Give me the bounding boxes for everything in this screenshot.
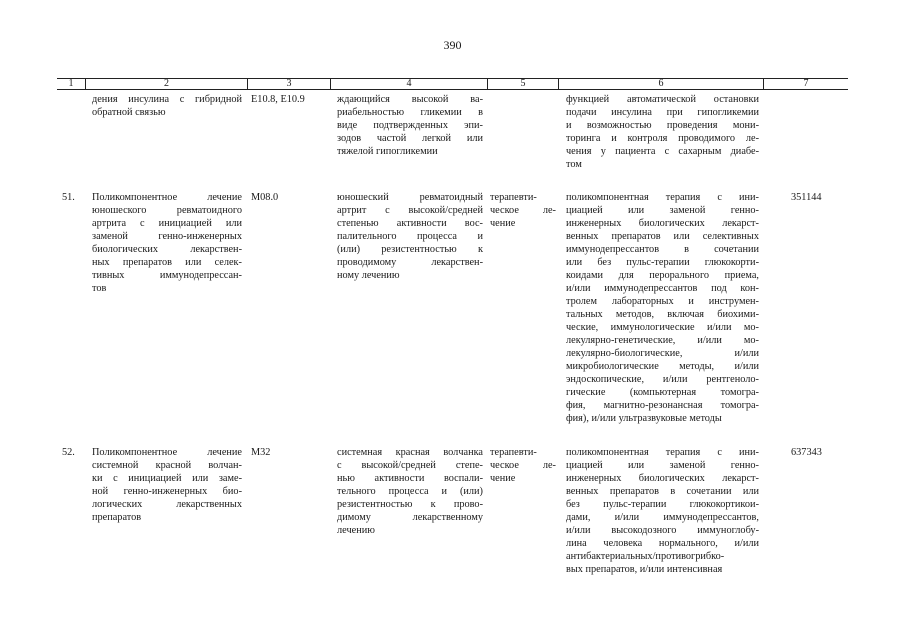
treatment-method-line: лина человека нормального, и/или xyxy=(566,538,759,549)
patient-model-line: палительного процесса и xyxy=(337,231,483,242)
treatment-method-line: венных препаратов или селективных xyxy=(566,231,759,242)
treatment-method-line: тролем лабораторных и инструмен- xyxy=(566,296,759,307)
row-number-line: 51. xyxy=(62,192,75,203)
header-col-5: 5 xyxy=(487,79,558,89)
care-type-name-line: юношеского ревматоидного xyxy=(92,205,242,216)
care-type-name-line: тов xyxy=(92,283,107,294)
treatment-method-line: лекулярно-биологические, и/или xyxy=(566,348,759,359)
treatment-type-line: терапевти- xyxy=(490,447,537,458)
patient-model-line: с высокой/средней степе- xyxy=(337,460,483,471)
patient-model-line: димому лекарственному xyxy=(337,512,483,523)
care-type-name-line: Поликомпонентное лечение xyxy=(92,192,242,203)
patient-model-line: зодов частой легкой или xyxy=(337,133,483,144)
treatment-method-line: или без пульс-терапии глюкокорти- xyxy=(566,257,759,268)
treatment-method-line: и/или высокодозного иммуноглобу- xyxy=(566,525,759,536)
patient-model-line: ждающийся высокой ва- xyxy=(337,94,483,105)
treatment-method xyxy=(566,446,759,576)
patient-model-line: юношеский ревматоидный xyxy=(337,192,483,203)
standard-cost-line: 351144 xyxy=(791,192,822,203)
header-col-4: 4 xyxy=(330,79,487,89)
treatment-method xyxy=(566,93,759,171)
care-type-name-line: обратной связью xyxy=(92,107,166,118)
care-type-name-line: логических лекарственных xyxy=(92,499,242,510)
treatment-method-line: фия, магнитно-резонансная томогра- xyxy=(566,400,759,411)
standard-cost-line: 637343 xyxy=(791,447,822,458)
header-col-1: 1 xyxy=(68,78,74,89)
standard-cost xyxy=(791,191,841,204)
icd-codes xyxy=(251,93,327,106)
row-number-line: 52. xyxy=(62,447,75,458)
patient-model-line: степенью активности вос- xyxy=(337,218,483,229)
treatment-method-line: подачи инсулина при гипогликемии xyxy=(566,107,759,118)
treatment-method-line: том xyxy=(566,159,582,170)
standard-cost xyxy=(791,446,841,459)
treatment-method-line: тальных методов, включая биохими- xyxy=(566,309,759,320)
care-type-name xyxy=(92,446,242,524)
treatment-method-line: лекулярно-генетические, и/или мо- xyxy=(566,335,759,346)
header-col-7: 7 xyxy=(763,79,848,89)
patient-model-line: проводимому лекарствен- xyxy=(337,257,483,268)
treatment-method-line: инженерных биологических лекарст- xyxy=(566,218,759,229)
patient-model-line: артрит с высокой/средней xyxy=(337,205,483,216)
icd-codes-line: E10.8, E10.9 xyxy=(251,94,305,105)
icd-codes xyxy=(251,191,327,204)
treatment-type-line: терапевти- xyxy=(490,192,537,203)
treatment-method-line: и/или иммунодепрессантов под кон- xyxy=(566,283,759,294)
patient-model xyxy=(337,446,483,537)
patient-model-line: резистентностью к прово- xyxy=(337,499,483,510)
treatment-method-line: циацией или заменой генно- xyxy=(566,205,759,216)
patient-model-line: виде подтвержденных эпи- xyxy=(337,120,483,131)
treatment-method-line: дами, и/или иммунодепрессантов, xyxy=(566,512,759,523)
treatment-method-line: фия), и/или ультразвуковые методы xyxy=(566,413,722,424)
treatment-method-line: вых препаратов, и/или интенсивная xyxy=(566,564,723,575)
patient-model-line: ному лечению xyxy=(337,270,400,281)
patient-model-line: нью активности воспали- xyxy=(337,473,483,484)
treatment-type-line: ческое ле- xyxy=(490,205,556,216)
treatment-method-line: циацией или заменой генно- xyxy=(566,460,759,471)
icd-codes-line: M08.0 xyxy=(251,192,279,203)
care-type-name-line: дения инсулина с гибридной xyxy=(92,94,242,105)
treatment-method-line: и возможностью проведения мони- xyxy=(566,120,759,131)
treatment-method-line: поликомпонентная терапия с ини- xyxy=(566,192,759,203)
treatment-type-line: ческое ле- xyxy=(490,460,556,471)
treatment-type-line: чение xyxy=(490,218,516,229)
header-col-6: 6 xyxy=(558,79,763,89)
patient-model-line: лечению xyxy=(337,525,375,536)
care-type-name-line: ки с инициацией или заме- xyxy=(92,473,242,484)
treatment-method-line: венных препаратов в сочетании или xyxy=(566,486,759,497)
treatment-method-line: чения у пациента с сахарным диабе- xyxy=(566,146,759,157)
treatment-type xyxy=(490,446,556,485)
header-col-3: 3 xyxy=(247,79,330,89)
care-type-name-line: системной красной волчан- xyxy=(92,460,242,471)
treatment-method-line: без пульс-терапии глюкокортикои- xyxy=(566,499,759,510)
treatment-type xyxy=(490,191,556,230)
care-type-name-line: заменой генно-инженерных xyxy=(92,231,242,242)
treatment-method-line: эндоскопические, и/или рентгеноло- xyxy=(566,374,759,385)
row-number xyxy=(62,446,84,459)
patient-model-line: (или) резистентностью к xyxy=(337,244,483,255)
care-type-name-line: Поликомпонентное лечение xyxy=(92,447,242,458)
treatment-type-line: чение xyxy=(490,473,516,484)
patient-model-line: системная красная волчанка xyxy=(337,447,483,458)
treatment-method-line: инженерных биологических лекарст- xyxy=(566,473,759,484)
patient-model xyxy=(337,93,483,158)
care-type-name-line: ной генно-инженерных био- xyxy=(92,486,242,497)
treatment-method-line: гические (компьютерная томогра- xyxy=(566,387,759,398)
care-type-name-line: биологических лекарствен- xyxy=(92,244,242,255)
patient-model-line: риабельностью гликемии в xyxy=(337,107,483,118)
treatment-method-line: функцией автоматической остановки xyxy=(566,94,759,105)
treatment-method-line: антибактериальных/противогрибко- xyxy=(566,551,725,562)
treatment-method-line: торинга и контроля проводимого ле- xyxy=(566,133,759,144)
icd-codes xyxy=(251,446,327,459)
patient-model-line: тельного процесса и (или) xyxy=(337,486,483,497)
header-col-2: 2 xyxy=(85,79,247,89)
care-type-name-line: ных препаратов или селек- xyxy=(92,257,242,268)
treatment-method-line: микробиологические методы, и/или xyxy=(566,361,759,372)
care-type-name-line: препаратов xyxy=(92,512,142,523)
page-number: 390 xyxy=(443,38,462,52)
treatment-method-line: иммунодепрессантов в сочетании xyxy=(566,244,759,255)
icd-codes-line: M32 xyxy=(251,447,271,458)
care-type-name-line: артрита с инициацией или xyxy=(92,218,242,229)
treatment-method-line: ческие, иммунологические и/или мо- xyxy=(566,322,759,333)
patient-model xyxy=(337,191,483,282)
row-number xyxy=(62,191,84,204)
treatment-method-line: коидами для перорального приема, xyxy=(566,270,759,281)
care-type-name xyxy=(92,191,242,295)
care-type-name xyxy=(92,93,242,119)
care-type-name-line: тивных иммунодепрессан- xyxy=(92,270,242,281)
treatment-method-line: поликомпонентная терапия с ини- xyxy=(566,447,759,458)
treatment-method xyxy=(566,191,759,425)
patient-model-line: тяжелой гипогликемии xyxy=(337,146,438,157)
